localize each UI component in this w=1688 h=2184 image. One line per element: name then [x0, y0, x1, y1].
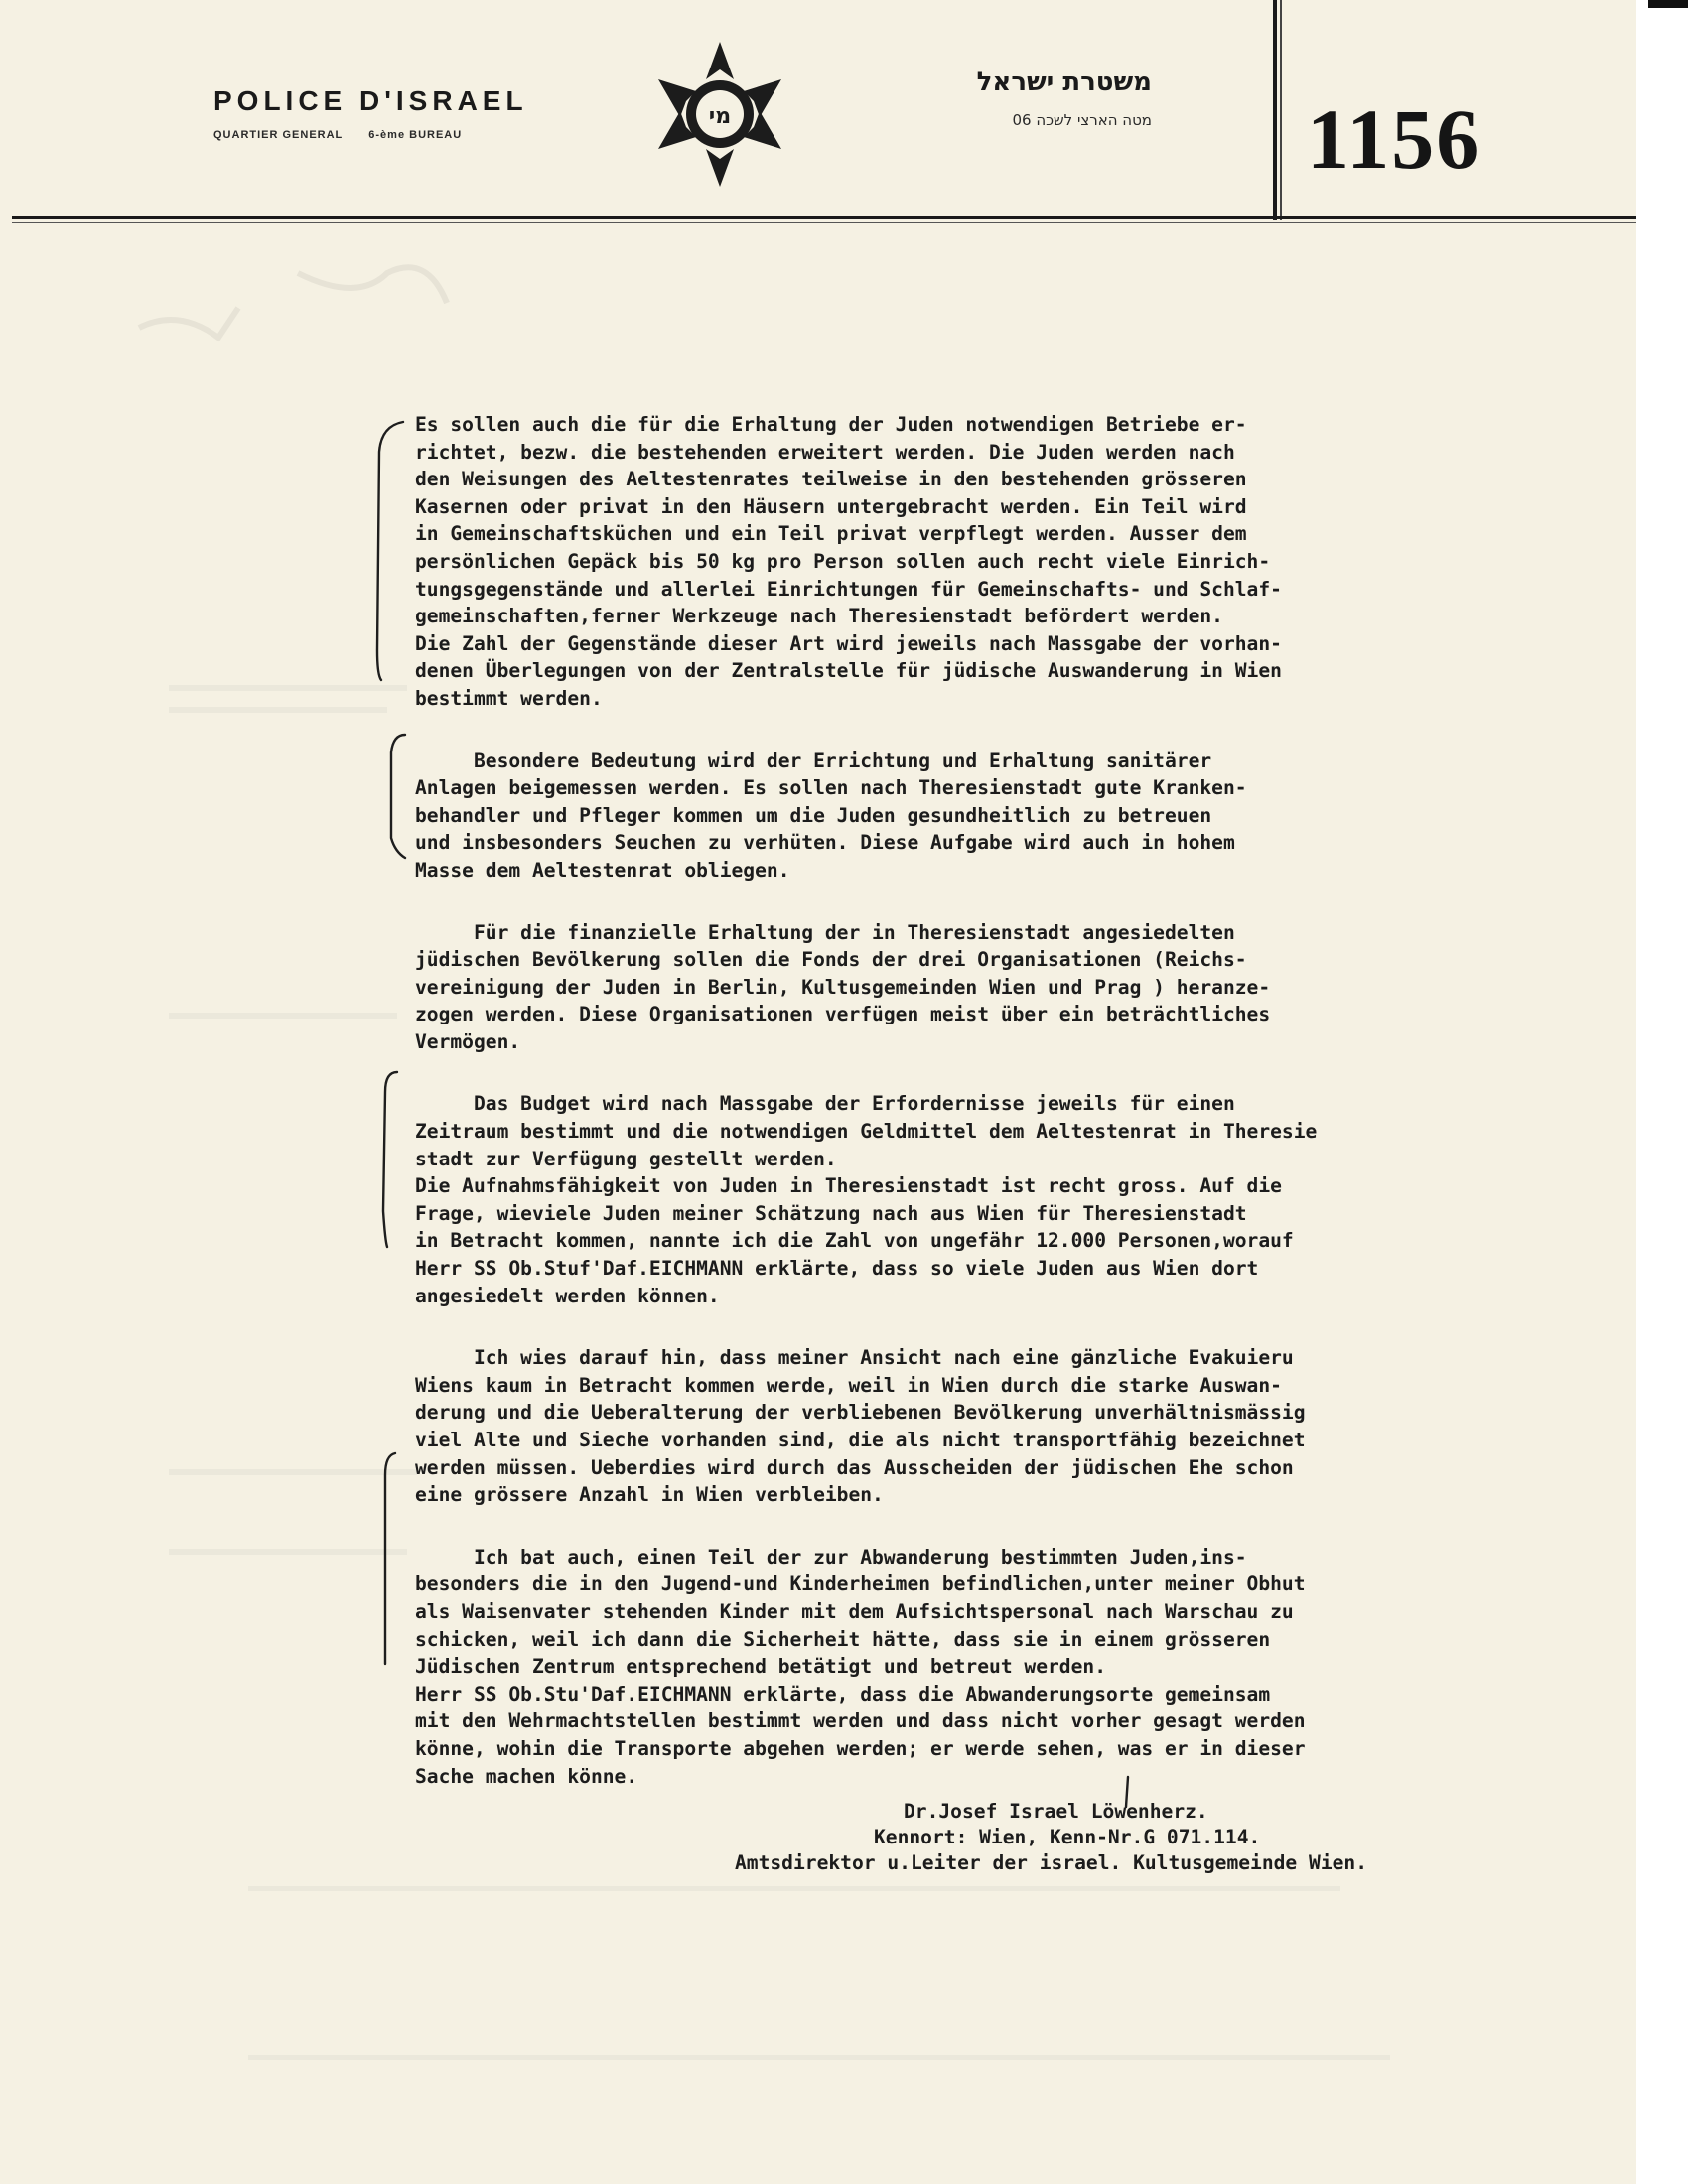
scan-edge-mark — [1648, 0, 1688, 8]
bracket-para2 — [391, 735, 405, 858]
bracket-para4 — [383, 1072, 397, 1247]
org-name: POLICE D'ISRAEL — [213, 85, 528, 116]
letter-body — [415, 411, 1428, 1825]
body-paragraph: Für die finanzielle Erhaltung der in Theresienstadt angesiedelten jüdischen Bevölkerung sollen die Fonds der drei Organisationen (Reichs- vereinigung der Juden in Berlin, Kultusgemeinden Wien und Prag ) heranze- zogen werden. Diese Organisationen verfügen meist über ein beträchtliches Vermögen. — [415, 920, 1271, 1053]
body-paragraph: Ich bat auch, einen Teil der zur Abwanderung bestimmten Juden,ins- besonders die in den Jugend-und Kinderheimen befindlichen,unter meiner Obhut als Waisenvater stehenden Kinder mit dem Aufsichtspersonal nach Warschau zu schicken, weil ich dann die Sicherheit hätte, dass sie in einem grösseren Jüdischen Zentrum entsprechend betätigt und betreut werden. Herr SS Ob.Stu'Daf.EICHMANN erklärte, dass die Abwanderungsorte gemeinsam mit den Wehrmachtstellen bestimmt werden und dass nicht vorher gesagt werden könne, wohin die Transporte abgehen werden; er werde sehen, was er in dieser Sache machen könne. — [415, 1545, 1306, 1788]
org-sub-right: 6-ème BUREAU — [368, 129, 463, 141]
document-number: 1156 — [1307, 91, 1481, 187]
scan-margin — [1636, 0, 1688, 2184]
signatory-id: Kennort: Wien, Kenn-Nr.G 071.114. — [874, 1826, 1261, 1848]
svg-text:מי: מי — [708, 104, 732, 129]
body-paragraph: Ich wies darauf hin, dass meiner Ansicht nach eine gänzliche Evakuieru Wiens kaum in Betracht kommen werde, weil in Wien durch die starke Auswan- derung und die Ueberalterung der verbliebenen Bevölkerung unverhältnismässig viel Alte und Sieche vorhanden sind, die als nicht transportfähig bezeichnet werden müssen. Ueberdies wird durch das Ausscheiden der jüdischen Ehe schon eine grössere Anzahl in Wien verbleiben. — [415, 1346, 1306, 1507]
signature-block — [735, 1799, 1450, 1876]
org-sub-left: QUARTIER GENERAL — [213, 129, 344, 141]
bracket-para6 — [385, 1453, 395, 1664]
bracket-para1 — [377, 422, 403, 680]
hebrew-subtitle: מטה הארצי לשכה 06 — [1012, 111, 1152, 129]
body-paragraph: Es sollen auch die für die Erhaltung der Juden notwendigen Betriebe er- richtet, bezw. die bestehenden erweitert werden. Die Juden werden nach den Weisungen des Aeltestenrates teilweise in den bestehenden grösseren Kasernen oder privat in den Häusern untergebracht werden. Ein Teil wird in Gemeinschaftsküchen und ein Teil privat verpflegt werden. Ausser dem persönlichen Gepäck bis 50 kg pro Person sollen auch recht viele Einrich- tungsgegenstände und allerlei Einrichtungen für Gemeinschafts- und Schlaf- gemeinschaften,ferner Werkzeuge nach Theresienstadt befördert werden. Die Zahl der Gegenstände dieser Art wird jeweils nach Massgabe der vorhan- denen Überlegungen von der Zentralstelle für jüdische Auswanderung in Wien bestimmt werden. — [415, 413, 1282, 710]
hebrew-title: משטרת ישראל — [976, 68, 1152, 97]
body-paragraph: Besondere Bedeutung wird der Errichtung und Erhaltung sanitärer Anlagen beigemessen werden. Es sollen nach Theresienstadt gute Kranken- behandler und Pfleger kommen um die Juden gesundheitlich zu betreuen und insbesonders Seuchen zu verhüten. Diese Aufgabe wird auch in hohem Masse dem Aeltestenrat obliegen. — [415, 749, 1247, 882]
signatory-name: Dr.Josef Israel Löwenherz. — [904, 1800, 1208, 1823]
body-paragraph: Das Budget wird nach Massgabe der Erfordernisse jeweils für einen Zeitraum bestimmt und die notwendigen Geldmittel dem Aeltestenrat in Theresie stadt zur Verfügung gestellt werden. Die Aufnahmsfähigkeit von Juden in Theresienstadt ist recht gross. Auf die Frage, wieviele Juden meiner Schätzung nach aus Wien für Theresienstadt in Betracht kommen, nannte ich die Zahl von ungefähr 12.000 Personen,worauf Herr SS Ob.Stuf'Daf.EICHMANN erklärte, dass so viele Juden aus Wien dort angesiedelt werden können. — [415, 1092, 1318, 1307]
signatory-title: Amtsdirektor u.Leiter der israel. Kultusgemeinde Wien. — [735, 1851, 1368, 1874]
